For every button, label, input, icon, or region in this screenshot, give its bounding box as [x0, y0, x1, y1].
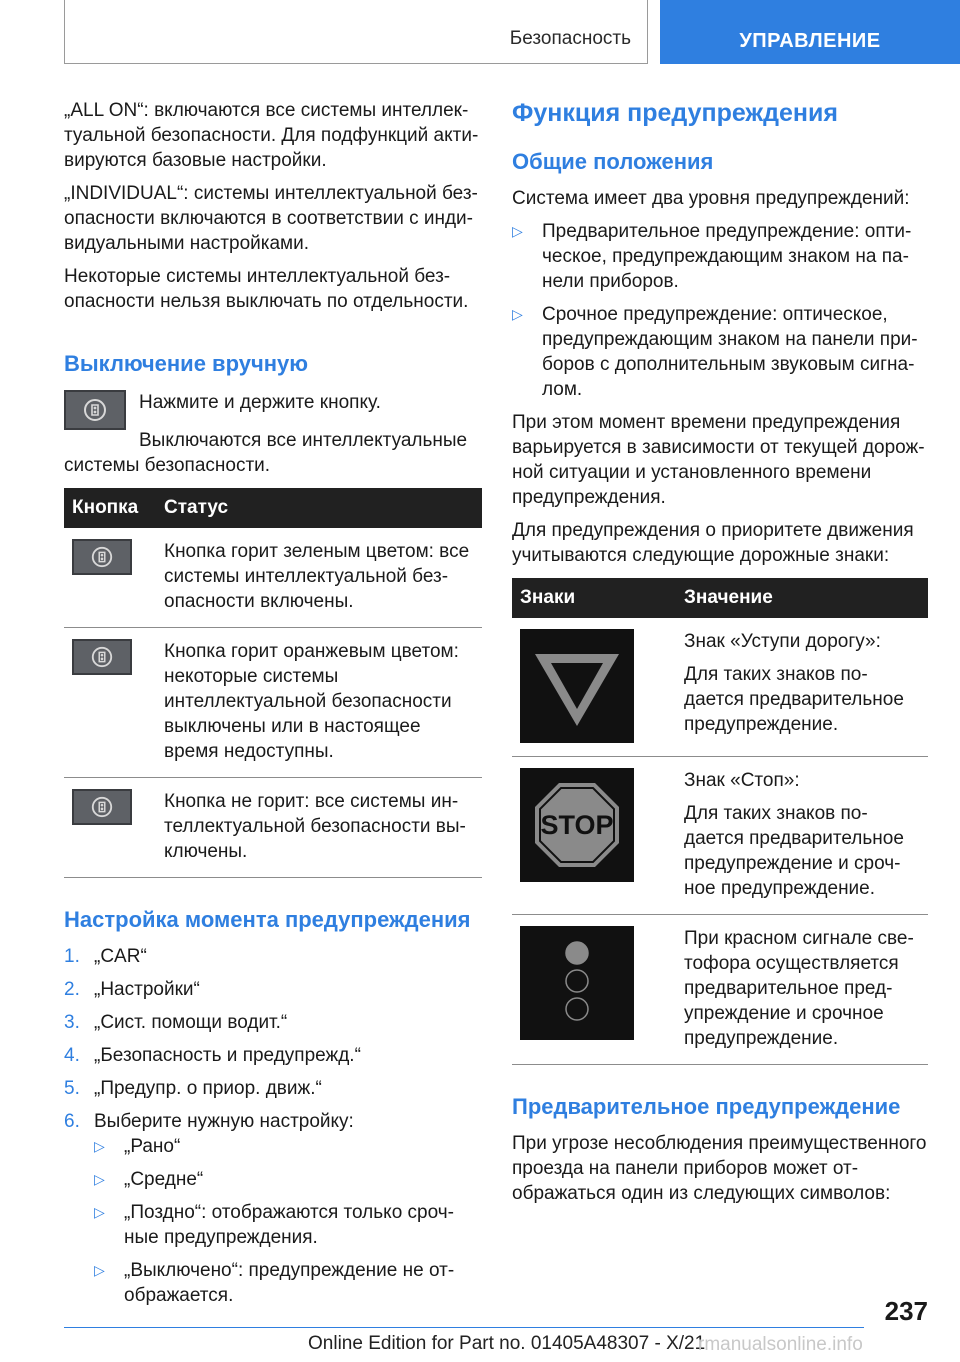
safety-button-icon	[64, 390, 126, 430]
triangle-bullet-icon: ▷	[94, 1171, 105, 1187]
yield-sign-icon	[520, 629, 634, 743]
footer-edition: Online Edition for Part no. 01405A48307 - X/21	[308, 1333, 706, 1354]
timing-paragraph: При этом момент времени предупреждения варьируется в зависимости от текущей дорожной ситуации и установленного времени предупреждения.	[512, 412, 925, 508]
stop-sign-label: STOP	[540, 810, 614, 840]
yield-sign-title: Знак «Уступи дорогу»:	[684, 631, 881, 652]
pre-warning-heading: Предварительное предупреждение	[512, 1094, 901, 1119]
manual-press-hold: Нажмите и держите кнопку.	[139, 392, 381, 413]
warning-levels	[512, 219, 928, 402]
list-item: 2. „Настройки“	[64, 979, 200, 1000]
list-item: 1. „CAR“	[64, 946, 147, 967]
manual-heading: Выключение вручную	[64, 351, 309, 376]
list-item: 3. „Сист. помощи водит.“	[64, 1012, 288, 1033]
watermark: rmanualsonline.info	[698, 1334, 863, 1355]
list-item: 5. „Предупр. о приор. движ.“	[64, 1078, 322, 1099]
traffic-light-icon	[520, 926, 634, 1040]
status-green-text: Кнопка горит зеленым цветом: все системы интеллектуальной безопасности включены.	[156, 528, 482, 628]
footer-divider	[64, 1327, 864, 1328]
settings-options	[94, 1134, 482, 1308]
status-table-header-button: Кнопка	[64, 488, 156, 528]
button-green-icon	[72, 539, 132, 575]
general-intro: Система имеет два уровня предупреждений:	[512, 188, 910, 209]
triangle-bullet-icon: ▷	[94, 1262, 105, 1278]
manual-result: Выключаются все интеллектуальные системы безопасности.	[64, 430, 468, 476]
intro-note: Некоторые системы интеллектуальной безопасности нельзя выключать по отдельности.	[64, 266, 469, 312]
triangle-bullet-icon: ▷	[94, 1138, 105, 1154]
pre-warning-text: При угрозе несоблюдения преимущественного проезда на панели приборов может отображаться один из следующих символов:	[512, 1133, 927, 1204]
warning-function-heading: Функция предупреждения	[512, 99, 838, 127]
list-item: 6. Выберите нужную настройку: ▷ „Рано“ ▷ „Средне“ ▷ „Поздно“: отображаются только срочные предупреждения. ▷ „Выключено“: предупреждение не отображается.	[64, 1109, 482, 1308]
table-row	[512, 915, 928, 1065]
settings-steps	[64, 944, 482, 1308]
header-chapter-tab[interactable]: УПРАВЛЕНИЕ	[660, 0, 960, 64]
stop-sign-title: Знак «Стоп»:	[684, 770, 800, 791]
option-medium: ▷ „Средне“	[94, 1169, 204, 1190]
triangle-bullet-icon: ▷	[512, 223, 523, 239]
option-off: ▷ „Выключено“: предупреждение не отображается.	[94, 1260, 455, 1306]
table-row	[512, 757, 928, 915]
settings-heading: Настройка момента предупреждения	[64, 907, 471, 932]
status-table	[64, 488, 482, 878]
triangle-bullet-icon: ▷	[94, 1204, 105, 1220]
general-heading: Общие положения	[512, 149, 714, 174]
header-section-title: Безопасность	[509, 28, 631, 49]
header-section-box	[64, 0, 648, 64]
yield-sign-text: Для таких знаков подается предварительное предупреждение.	[684, 664, 904, 735]
status-off-text: Кнопка не горит: все системы интеллектуальной безопасности выключены.	[156, 778, 482, 878]
table-row	[64, 628, 482, 778]
table-row	[64, 528, 482, 628]
stop-sign-icon	[520, 768, 634, 882]
stop-sign-text: Для таких знаков подается предварительное предупреждение и срочное предупреждение.	[684, 803, 904, 899]
right-column	[512, 98, 928, 1214]
list-item: ▷ Предварительное предупреждение: оптическое, предупреждающим знаком на панели приборов.	[512, 221, 912, 292]
status-orange-text: Кнопка горит оранжевым цветом: некоторые системы интеллектуальной безопасности выключены или в настоящее время недоступны.	[156, 628, 482, 778]
list-item: ▷ Срочное предупреждение: оптическое, предупреждающим знаком на панели приборов с дополнительным звуковым сигналом.	[512, 304, 918, 400]
triangle-bullet-icon: ▷	[512, 306, 523, 322]
option-late: ▷ „Поздно“: отображаются только срочные предупреждения.	[94, 1202, 454, 1248]
status-table-header-status: Статус	[156, 488, 482, 528]
intro-individual: „INDIVIDUAL“: системы интеллектуальной безопасности включаются в соответствии с индивидуальными настройками.	[64, 183, 478, 254]
table-row	[64, 778, 482, 878]
intro-all-on: „ALL ON“: включаются все системы интеллектуальной безопасности. Для подфункций активируются базовые настройки.	[64, 100, 479, 171]
signs-table	[512, 578, 928, 1065]
button-off-icon	[72, 789, 132, 825]
list-item: 4. „Безопасность и предупрежд.“	[64, 1045, 361, 1066]
traffic-light-text: При красном сигнале светофора осуществляется предварительное предупреждение и срочное предупреждение.	[684, 928, 914, 1049]
left-column	[64, 98, 482, 1316]
table-row	[512, 618, 928, 757]
option-early: ▷ „Рано“	[94, 1136, 181, 1157]
manual-instruction	[64, 388, 482, 430]
page-number: 237	[884, 1296, 928, 1326]
signs-intro: Для предупреждения о приоритете движения учитываются следующие дорожные знаки:	[512, 520, 914, 566]
button-orange-icon	[72, 639, 132, 675]
signs-table-header-meaning: Значение	[676, 578, 928, 618]
signs-table-header-signs: Знаки	[512, 578, 676, 618]
